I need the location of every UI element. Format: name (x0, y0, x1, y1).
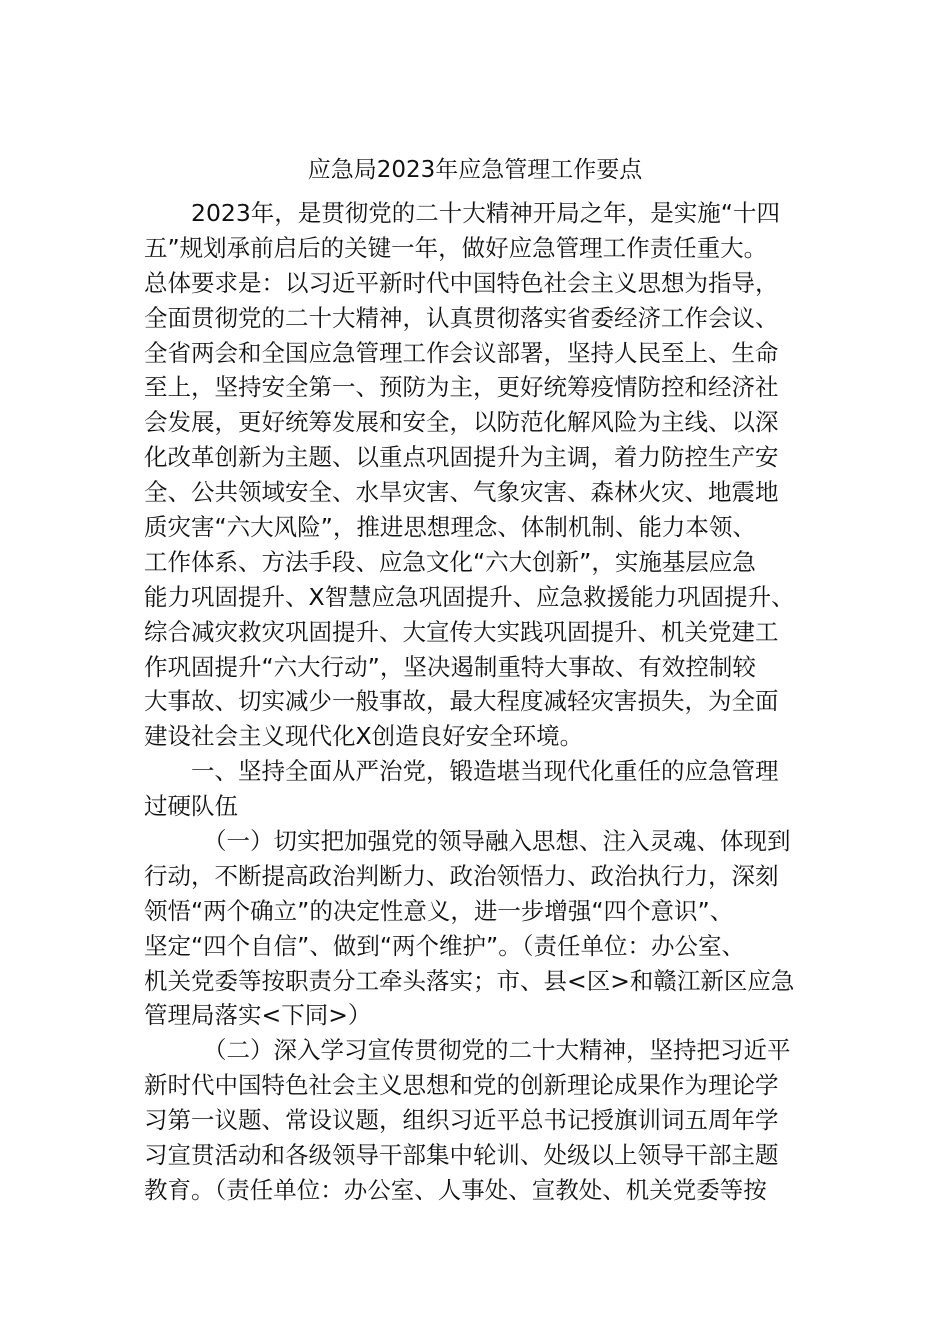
paragraph (144, 1033, 824, 1207)
paragraph-line: 2023年，是贯彻党的二十大精神开局之年，是实施“十四 (191, 199, 780, 227)
document-body (144, 196, 824, 1208)
paragraph-line: 习第一议题、常设议题，组织习近平总书记授旗训词五周年学 (144, 1106, 779, 1135)
paragraph (144, 754, 824, 824)
paragraph-line: 五”规划承前启后的关键一年，做好应急管理工作责任重大。 (144, 233, 768, 262)
paragraph-line: 全面贯彻党的二十大精神，认真贯彻落实省委经济工作会议、 (144, 303, 779, 332)
paragraph-line: 过硬队伍 (144, 792, 238, 821)
paragraph-line: 大事故、切实减少一般事故，最大程度减轻灾害损失，为全面 (144, 687, 779, 716)
document-title: 应急局2023年应急管理工作要点 (307, 157, 643, 183)
paragraph-line: 作巩固提升“六大行动”，坚决遏制重特大事故、有效控制较 (144, 652, 756, 681)
paragraph-line: 全省两会和全国应急管理工作会议部署，坚持人民至上、生命 (144, 338, 779, 367)
paragraph-line: 机关党委等按职责分工牵头落实；市、县<区>和赣江新区应急 (144, 966, 795, 995)
paragraph-line: 总体要求是：以习近平新时代中国特色社会主义思想为指导， (144, 268, 779, 297)
paragraph-line: 教育。（责任单位：办公室、人事处、宣教处、机关党委等按 (144, 1175, 767, 1204)
paragraph-line: 习宣贯活动和各级领导干部集中轮训、处级以上领导干部主题 (144, 1141, 779, 1170)
paragraph-line: 工作体系、方法手段、应急文化“六大创新”，实施基层应急 (144, 547, 756, 576)
paragraph-line: 管理局落实<下同>） (144, 1001, 372, 1030)
paragraph-line: 全、公共领域安全、水旱灾害、气象灾害、森林火灾、地震地 (144, 478, 779, 507)
paragraph-line: 新时代中国特色社会主义思想和党的创新理论成果作为理论学 (144, 1071, 779, 1100)
paragraph-line: 能力巩固提升、X智慧应急巩固提升、应急救援能力巩固提升、 (144, 582, 795, 611)
paragraph-line: （二）深入学习宣传贯彻党的二十大精神，坚持把习近平 (203, 1036, 791, 1065)
paragraph-line: 一、坚持全面从严治党，锻造堪当现代化重任的应急管理 (191, 757, 779, 786)
paragraph-line: 质灾害“六大风险”，推进思想理念、体制机制、能力本领、 (144, 513, 756, 542)
paragraph (144, 824, 824, 1033)
paragraph-line: 综合减灾救灾巩固提升、大宣传大实践巩固提升、机关党建工 (144, 617, 779, 646)
paragraph-line: （一）切实把加强党的领导融入思想、注入灵魂、体现到 (203, 827, 791, 856)
paragraph-line: 建设社会主义现代化X创造良好安全环境。 (144, 722, 584, 751)
paragraph-line: 领悟“两个确立”的决定性意义，进一步增强“四个意识”、 (144, 896, 734, 925)
paragraph (144, 196, 824, 754)
paragraph-line: 行动，不断提高政治判断力、政治领悟力、政治执行力，深刻 (144, 861, 779, 890)
paragraph-line: 化改革创新为主题、以重点巩固提升为主调，着力防控生产安 (144, 443, 779, 472)
paragraph-line: 坚定“四个自信”、做到“两个维护”。（责任单位：办公室、 (144, 931, 745, 960)
paragraph-line: 会发展，更好统筹发展和安全，以防范化解风险为主线、以深 (144, 408, 779, 437)
paragraph-line: 至上，坚持安全第一、预防为主，更好统筹疫情防控和经济社 (144, 373, 779, 402)
